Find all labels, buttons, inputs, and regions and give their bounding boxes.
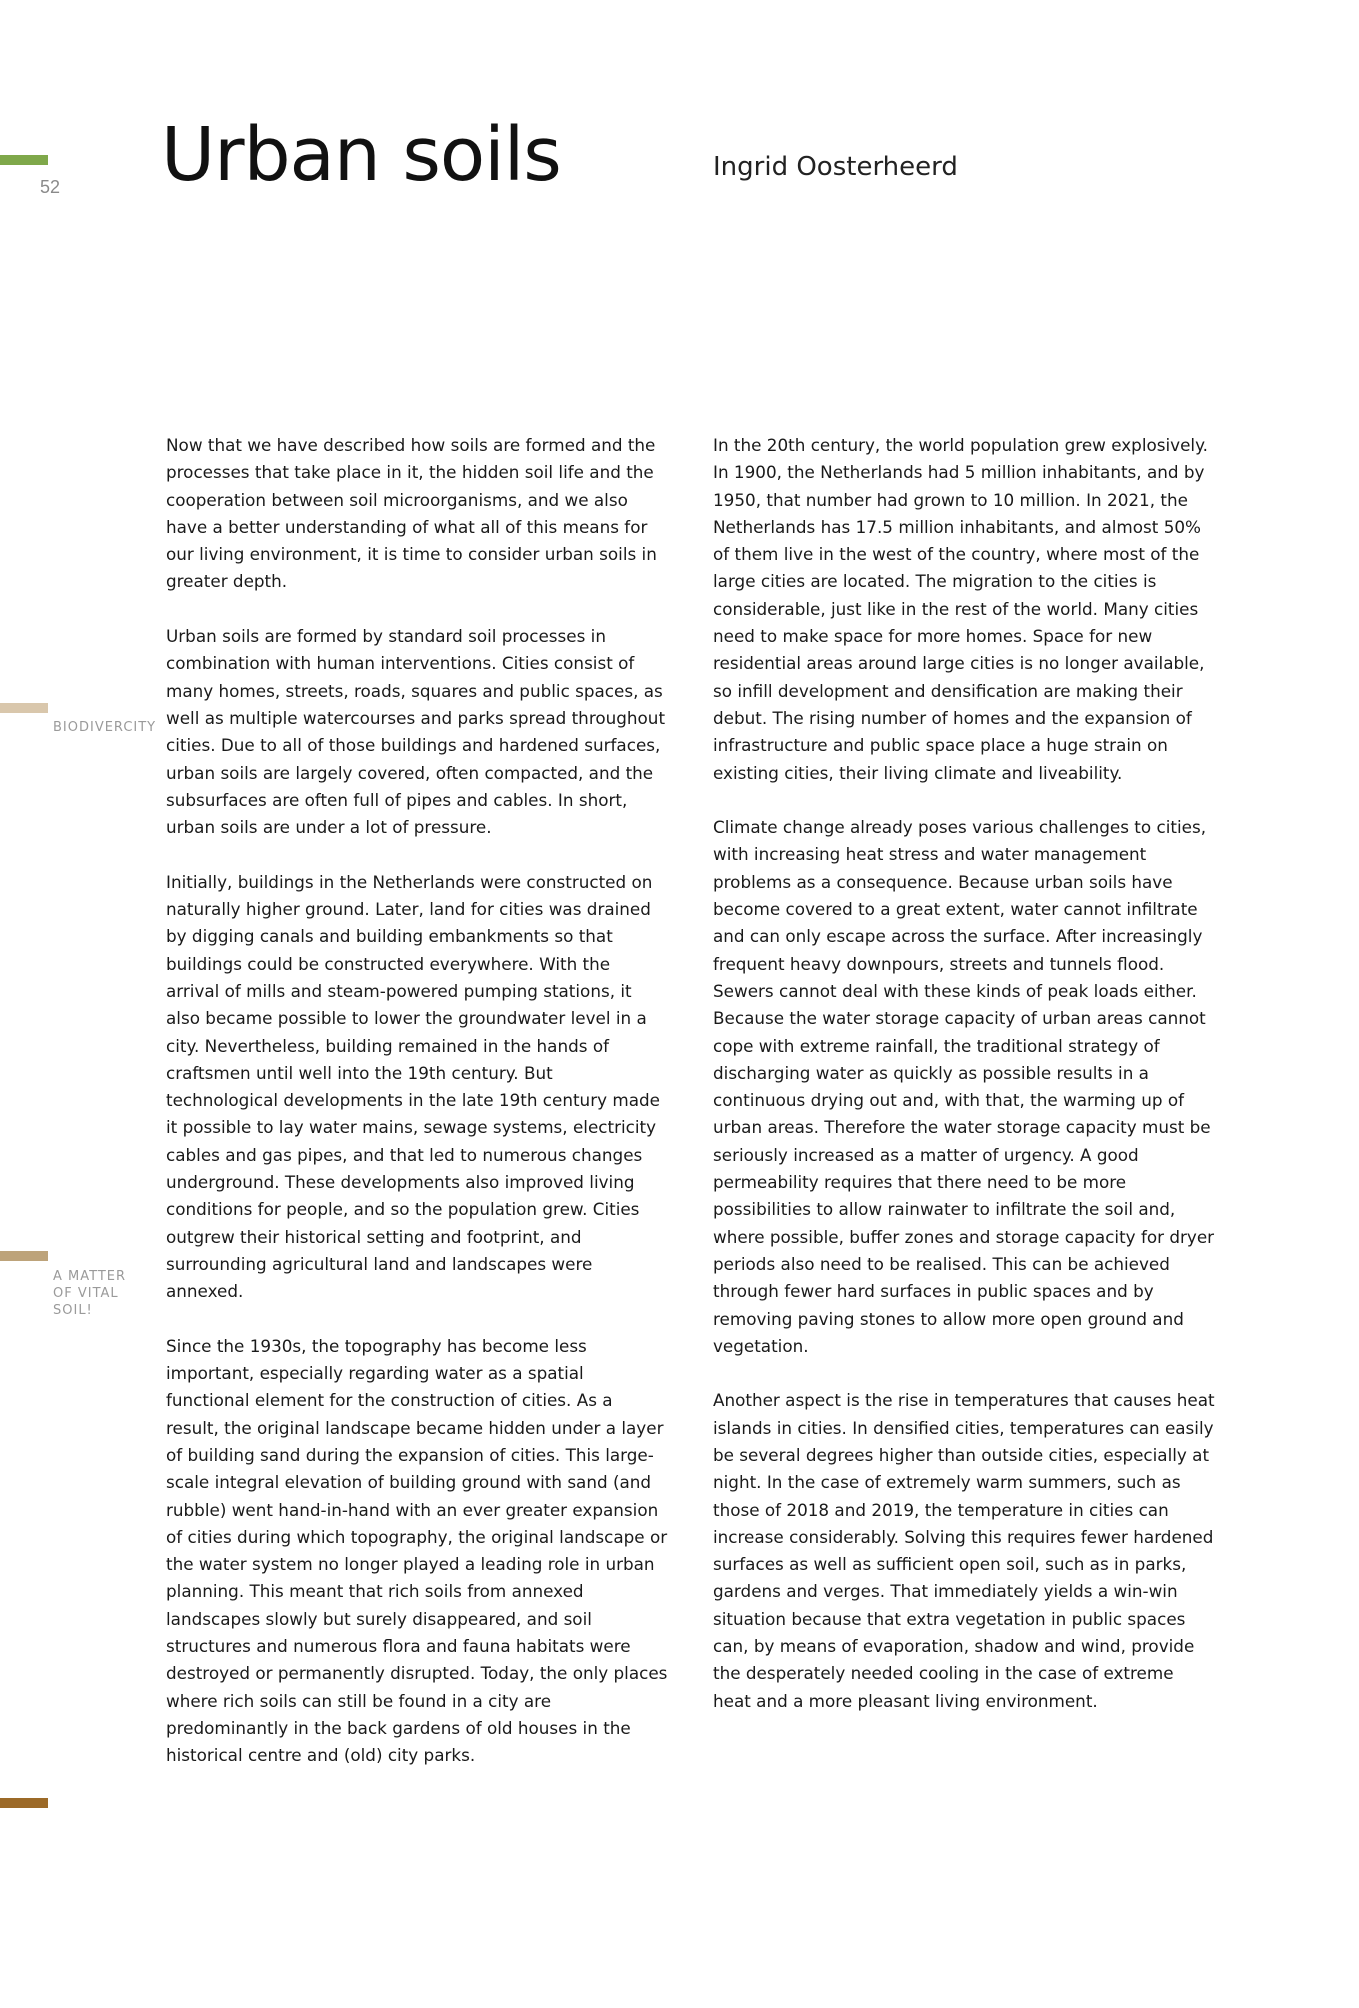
accent-bar-tan (0, 1251, 48, 1261)
accent-bar-beige (0, 703, 48, 713)
page-number: 52 (40, 177, 61, 197)
paragraph: Climate change already poses various challenges to cities, with increasing heat stress and water management problems as a consequence. Because urban soils have become covered to a great extent, water cannot infiltrate and can only escape across the surface. After increasingly frequent heavy downpours, streets and tunnels flood. Sewers cannot deal with these kinds of peak loads either. Because the water storage capacity of urban areas cannot cope with extreme rainfall, the traditional strategy of discharging water as quickly as possible results in a continuous drying out and, with that, the warming up of urban areas. Therefore the water storage capacity must be seriously increased as a matter of urgency. A good permeability requires that there need to be more possibilities to allow rainwater to infiltrate the soil and, where possible, buffer zones and storage capacity for dryer periods also need to be realised. This can be achieved through fewer hard surfaces in public spaces and by removing paving stones to allow more open ground and vegetation. (713, 817, 1215, 1356)
paragraph: In the 20th century, the world population grew explosively. In 1900, the Netherlands had 5 million inhabitants, and by 1950, that number had grown to 10 million. In 2021, the Netherlands has 17.5 million inhabitants, and almost 50% of them live in the west of the country, where most of the large cities are located. The migration to the cities is considerable, just like in the rest of the world. Many cities need to make space for more homes. Space for new residential areas around large cities is no longer available, so infill development and densification are making their debut. The rising number of homes and the expansion of infrastructure and public space place a huge strain on existing cities, their living climate and liveability. (713, 435, 1208, 783)
paragraph: Another aspect is the rise in temperatures that causes heat islands in cities. In densified cities, temperatures can easily be several degrees higher than outside cities, especially at night. In the case of extremely warm summers, such as those of 2018 and 2019, the temperature in cities can increase considerably. Solving this requires fewer hardened surfaces as well as sufficient open soil, such as in parks, gardens and verges. That immediately yields a win-win situation because that extra vegetation in public spaces can, by means of evaporation, shadow and wind, provide the desperately needed cooling in the case of extreme heat and a more pleasant living environment. (713, 1390, 1215, 1711)
author-name: Ingrid Oosterheerd (713, 152, 958, 182)
side-label-vital-soil: A MATTER OF VITAL SOIL! (53, 1269, 127, 1318)
paragraph: Now that we have described how soils are formed and the processes that take place in it, the hidden soil life and the cooperation between soil microorganisms, and we also have a better understanding of what all of this means for our living environment, it is time to consider urban soils in greater depth. (166, 435, 657, 592)
accent-bar-brown (0, 1798, 48, 1808)
accent-bar-green (0, 155, 48, 165)
side-label-biodivercity: BIODIVERCITY (53, 720, 157, 735)
paragraph: Initially, buildings in the Netherlands were constructed on naturally higher ground. Later, land for cities was drained by digging canals and building embankments so that buildings could be constructed everywhere. With the arrival of mills and steam-powered pumping stations, it also became possible to lower the groundwater level in a city. Nevertheless, building remained in the hands of craftsmen until well into the 19th century. But technological developments in the late 19th century made it possible to lay water mains, sewage systems, electricity cables and gas pipes, and that led to numerous changes underground. These developments also improved living conditions for people, and so the population grew. Cities outgrew their historical setting and footprint, and surrounding agricultural land and landscapes were annexed. (166, 871, 660, 1302)
page-title: Urban soils (161, 112, 561, 198)
paragraph: Urban soils are formed by standard soil processes in combination with human interventions. Cities consist of many homes, streets, roads, squares and public spaces, as well as multiple watercourses and parks spread throughout cities. Due to all of those buildings and hardened surfaces, urban soils are largely covered, often compacted, and the subsurfaces are often full of pipes and cables. In short, urban soils are under a lot of pressure. (166, 626, 666, 838)
right-text-column (713, 432, 1215, 1742)
paragraph: Since the 1930s, the topography has become less important, especially regarding water as a spatial functional element for the construction of cities. As a result, the original landscape became hidden under a layer of building sand during the expansion of cities. This large-scale integral elevation of building ground with sand (and rubble) went hand-in-hand with an ever greater expansion of cities during which topography, the original landscape or the water system no longer played a leading role in urban planning. This meant that rich soils from annexed landscapes slowly but surely disappeared, and soil structures and numerous flora and fauna habitats were destroyed or permanently disrupted. Today, the only places where rich soils can still be found in a city are predominantly in the back gardens of old houses in the historical centre and (old) city parks. (166, 1335, 668, 1766)
left-text-column (166, 432, 668, 1797)
